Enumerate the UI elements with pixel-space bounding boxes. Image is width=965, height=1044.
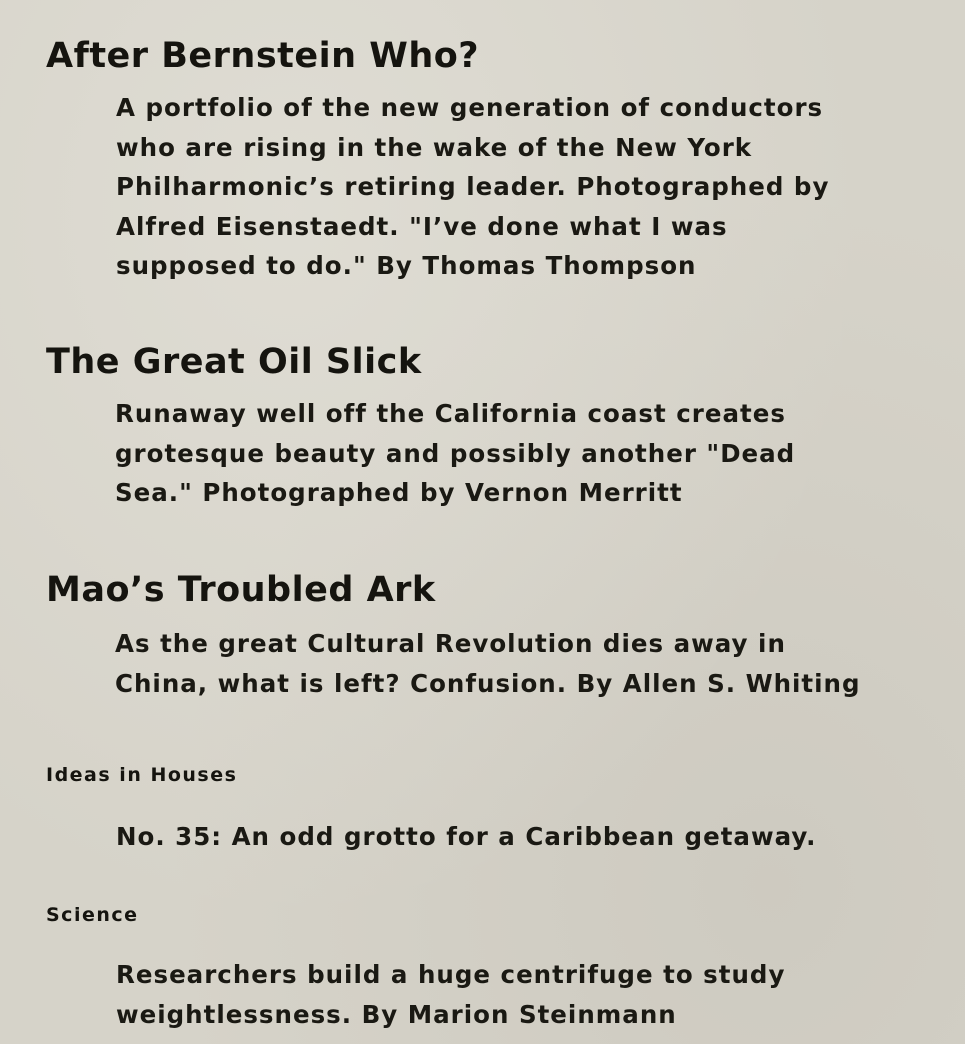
- deck-line: weightlessness. By Marion Steinmann: [116, 999, 677, 1029]
- department-deck: [46, 817, 936, 857]
- article-deck: [46, 88, 936, 286]
- deck-line: China, what is left? Confusion. By Allen S. Whiting: [115, 668, 861, 698]
- deck-line: grotesque beauty and possibly another "Dead: [115, 438, 796, 468]
- article-deck: [46, 624, 936, 703]
- department-label: Ideas in Houses: [46, 764, 238, 786]
- article-deck: [46, 394, 936, 513]
- deck-line: who are rising in the wake of the New York: [116, 132, 753, 162]
- deck-line: Runaway well off the California coast creates: [115, 399, 786, 428]
- article-headline: After Bernstein Who?: [46, 36, 480, 76]
- deck-line: Researchers build a huge centrifuge to study: [116, 960, 786, 989]
- deck-line: As the great Cultural Revolution dies away in: [115, 629, 786, 658]
- deck-line: Alfred Eisenstaedt. "I’ve done what I was: [116, 211, 728, 241]
- department-science: [46, 902, 936, 1034]
- deck-line: supposed to do." By Thomas Thompson: [116, 251, 697, 280]
- article-headline: Mao’s Troubled Ark: [46, 570, 436, 610]
- deck-line: A portfolio of the new generation of conductors: [116, 93, 824, 122]
- deck-line: Philharmonic’s retiring leader. Photographed by: [116, 172, 830, 201]
- department-label: Science: [46, 904, 139, 926]
- article-maos-troubled-ark: [46, 568, 936, 703]
- deck-line: No. 35: An odd grotto for a Caribbean getaway.: [116, 822, 817, 851]
- deck-line: Sea." Photographed by Vernon Merritt: [115, 478, 683, 507]
- article-headline: The Great Oil Slick: [46, 342, 422, 382]
- department-ideas-in-houses: [46, 762, 936, 857]
- department-deck: [46, 955, 936, 1034]
- article-after-bernstein: [46, 34, 936, 286]
- article-great-oil-slick: [46, 340, 936, 513]
